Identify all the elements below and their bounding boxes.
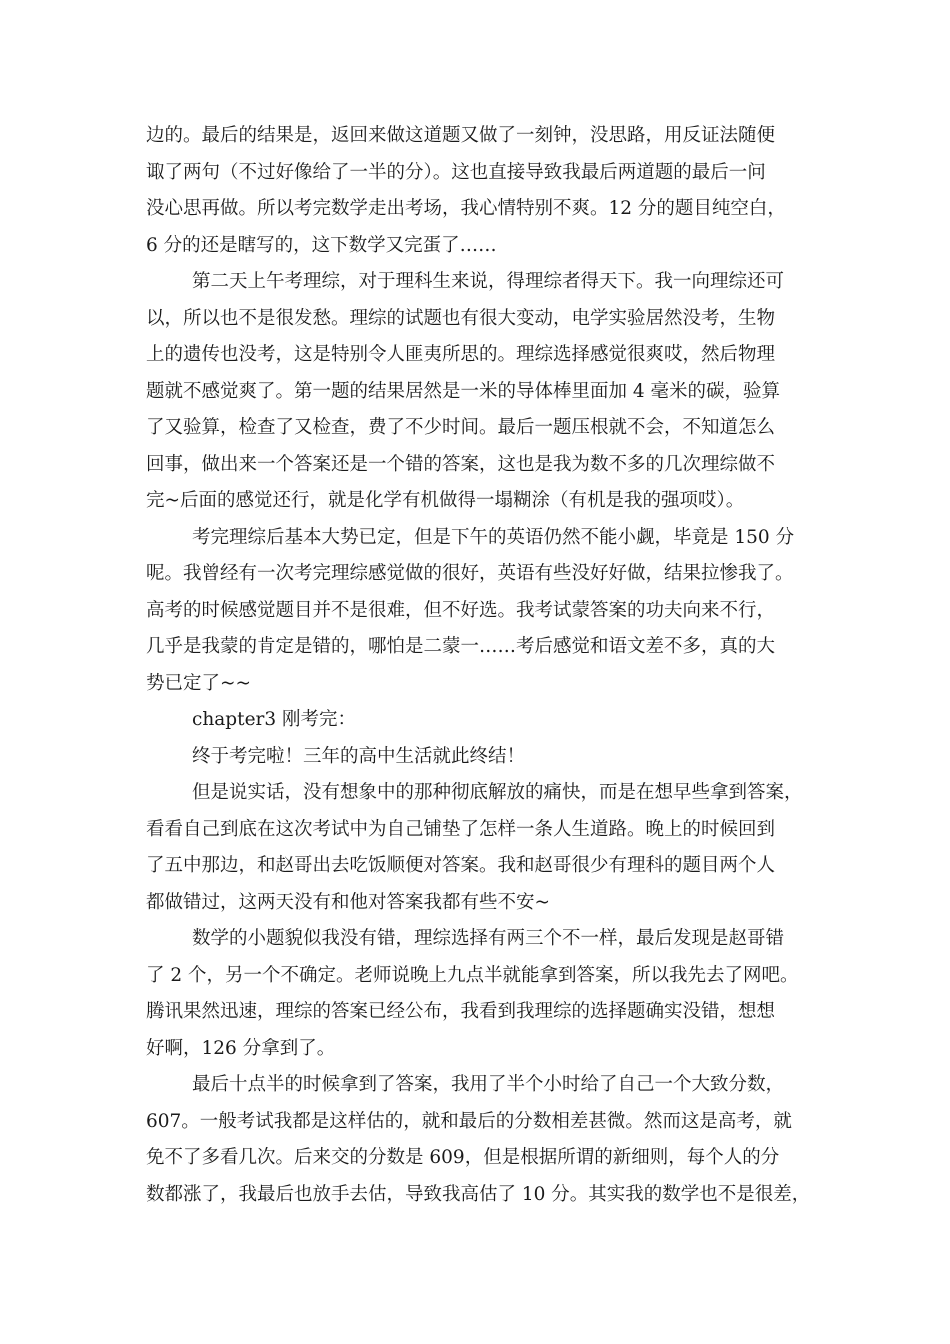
text-line: 没心思再做。所以考完数学走出考场，我心情特别不爽。12 分的题目纯空白， [146, 198, 786, 219]
text-line: 以，所以也不是很发愁。理综的试题也有很大变动，电学实验居然没考，生物 [146, 307, 776, 329]
text-line: 边的。最后的结果是，返回来做这道题又做了一刻钟，没思路，用反证法随便 [146, 125, 776, 146]
text-line: 607。一般考试我都是这样估的，就和最后的分数相差甚微。然而这是高考，就 [146, 1110, 792, 1132]
paragraph-start-line: 最后十点半的时候拿到了答案，我用了半个小时给了自己一个大致分数， [192, 1074, 785, 1095]
text-line: 了五中那边，和赵哥出去吃饭顺便对答案。我和赵哥很少有理科的题目两个人 [146, 855, 776, 876]
text-line: 呢。我曾经有一次考完理综感觉做的很好，英语有些没好好做，结果拉惨我了。 [146, 563, 794, 584]
text-line: 免不了多看几次。后来交的分数是 609，但是根据所谓的新细则，每个人的分 [146, 1147, 780, 1168]
text-line: 腾讯果然迅速，理综的答案已经公布，我看到我理综的选择题确实没错，想想 [146, 1001, 776, 1022]
paragraph-start-line: 数学的小题貌似我没有错，理综选择有两三个不一样，最后发现是赵哥错 [192, 928, 785, 949]
paragraph-start-line: 考完理综后基本大势已定，但是下午的英语仍然不能小觑，毕竟是 150 分 [192, 526, 795, 548]
body-text [146, 118, 836, 1213]
paragraph-start-line: 第二天上午考理综，对于理科生来说，得理综者得天下。我一向理综还可 [192, 271, 785, 292]
text-line: 看看自己到底在这次考试中为自己铺垫了怎样一条人生道路。晚上的时候回到 [146, 818, 776, 840]
text-line: 6 分的还是瞎写的，这下数学又完蛋了…… [146, 234, 497, 256]
paragraph-start-line: 但是说实话，没有想象中的那种彻底解放的痛快，而是在想早些拿到答案， [192, 782, 803, 803]
chapter-heading: chapter3 刚考完： [192, 709, 357, 730]
text-line: 回事，做出来一个答案还是一个错的答案，这也是我为数不多的几次理综做不 [146, 453, 776, 475]
text-line: 高考的时候感觉题目并不是很难，但不好选。我考试蒙答案的功夫向来不行， [146, 599, 776, 621]
text-line: 都做错过，这两天没有和他对答案我都有些不安~ [146, 891, 551, 913]
text-line: 诹了两句（不过好像给了一半的分）。这也直接导致我最后两道题的最后一问 [146, 161, 766, 183]
text-line: 几乎是我蒙的肯定是错的，哪怕是二蒙一……考后感觉和语文差不多，真的大 [146, 636, 776, 657]
text-line: 了又验算，检查了又检查，费了不少时间。最后一题压根就不会，不知道怎么 [146, 417, 776, 438]
paragraph-start-line: 终于考完啦！三年的高中生活就此终结！ [192, 745, 526, 767]
text-line: 上的遗传也没考，这是特别令人匪夷所思的。理综选择感觉很爽哎，然后物理 [146, 344, 776, 365]
text-line: 完~后面的感觉还行，就是化学有机做得一塌糊涂（有机是我的强项哎）。 [146, 490, 745, 511]
text-line: 好啊，126 分拿到了。 [146, 1037, 336, 1059]
text-line: 题就不感觉爽了。第一题的结果居然是一米的导体棒里面加 4 毫米的碳，验算 [146, 380, 781, 402]
text-line: 数都涨了，我最后也放手去估，导致我高估了 10 分。其实我的数学也不是很差， [146, 1183, 811, 1205]
text-line: 势已定了~~ [146, 672, 252, 694]
text-line: 了 2 个，另一个不确定。老师说晚上九点半就能拿到答案，所以我先去了网吧。 [146, 964, 799, 986]
